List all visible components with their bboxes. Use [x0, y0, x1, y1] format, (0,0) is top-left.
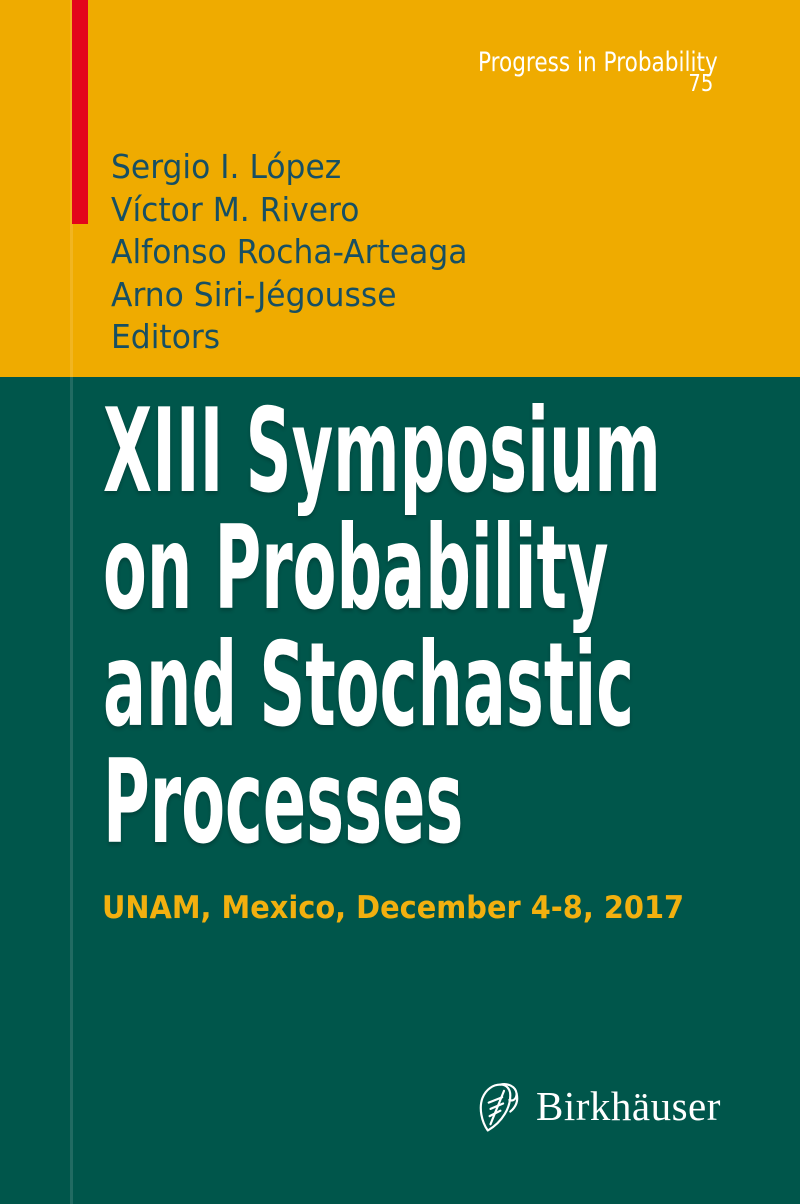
publisher-logo — [477, 1080, 721, 1134]
book-title-line-4: Processes — [103, 735, 464, 870]
publisher-name: Birkhäuser — [536, 1083, 721, 1129]
book-title-line-1: XIII Symposium — [103, 384, 661, 519]
red-accent-bar — [72, 0, 88, 224]
series-title: Progress in Probability — [478, 47, 718, 78]
editor-name: Víctor M. Rivero — [111, 189, 360, 229]
book-subtitle: UNAM, Mexico, December 4-8, 2017 — [102, 890, 685, 926]
editors-block — [111, 146, 467, 359]
editor-name: Alfonso Rocha-Arteaga — [111, 232, 468, 271]
book-title-line-2: on Probability — [103, 501, 609, 636]
series-volume: 75 — [688, 71, 713, 97]
birch-leaf-icon — [477, 1082, 522, 1134]
book-title — [103, 384, 800, 870]
editor-name: Sergio I. López — [111, 147, 342, 186]
editor-name: Arno Siri-Jégousse — [111, 274, 397, 314]
book-title-line-3: and Stochastic — [103, 618, 635, 753]
editors-label: Editors — [111, 317, 221, 356]
